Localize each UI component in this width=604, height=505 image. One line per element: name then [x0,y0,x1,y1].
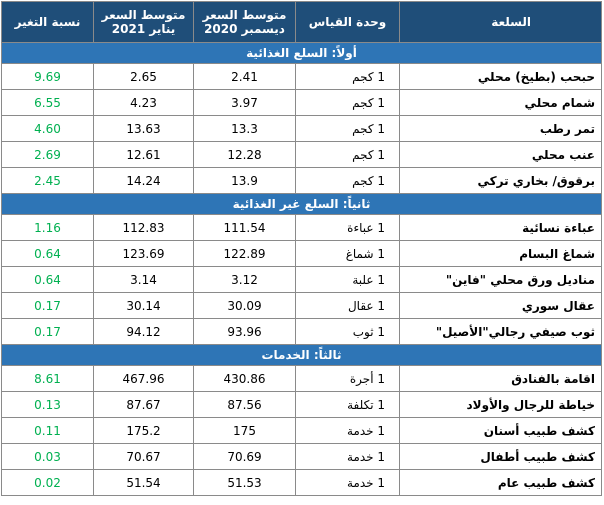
section-row [2,194,602,215]
unit-cell: 1 ثوب [296,319,400,345]
item-cell: خياطة للرجال والأولاد [400,392,602,418]
jan2021-cell: 94.12 [94,319,194,345]
header-item: السلعة [400,2,602,43]
jan2021-cell: 30.14 [94,293,194,319]
section-title: ثالثاً: الخدمات [2,345,602,366]
jan2021-cell: 13.63 [94,116,194,142]
unit-cell: 1 شماغ [296,241,400,267]
table-row [2,418,602,444]
change-cell: 2.45 [2,168,94,194]
header-change: نسبة التغير [2,2,94,43]
dec2020-cell: 93.96 [194,319,296,345]
change-cell: 0.02 [2,470,94,496]
unit-cell: 1 خدمة [296,418,400,444]
item-cell: تمر رطب [400,116,602,142]
jan2021-cell: 2.65 [94,64,194,90]
change-cell: 0.64 [2,241,94,267]
jan2021-cell: 70.67 [94,444,194,470]
dec2020-cell: 122.89 [194,241,296,267]
item-cell: كشف طبيب عام [400,470,602,496]
section-title: ثانياً: السلع غير الغذائية [2,194,602,215]
unit-cell: 1 كجم [296,142,400,168]
jan2021-cell: 175.2 [94,418,194,444]
header-jan2021: متوسط السعر يناير 2021 [94,2,194,43]
item-cell: شماغ البسام [400,241,602,267]
table-row [2,392,602,418]
dec2020-cell: 111.54 [194,215,296,241]
dec2020-cell: 87.56 [194,392,296,418]
dec2020-cell: 430.86 [194,366,296,392]
item-cell: كشف طبيب أسنان [400,418,602,444]
item-cell: عقال سوري [400,293,602,319]
item-cell: شمام محلي [400,90,602,116]
dec2020-cell: 3.12 [194,267,296,293]
table-row [2,215,602,241]
table-row [2,366,602,392]
item-cell: عباءة نسائية [400,215,602,241]
jan2021-cell: 12.61 [94,142,194,168]
table-row [2,168,602,194]
item-cell: كشف طبيب أطفال [400,444,602,470]
jan2021-cell: 112.83 [94,215,194,241]
dec2020-cell: 12.28 [194,142,296,168]
dec2020-cell: 3.97 [194,90,296,116]
unit-cell: 1 علبة [296,267,400,293]
table-row [2,116,602,142]
change-cell: 2.69 [2,142,94,168]
change-cell: 0.13 [2,392,94,418]
header-dec2020: متوسط السعر ديسمبر 2020 [194,2,296,43]
unit-cell: 1 أجرة [296,366,400,392]
change-cell: 0.17 [2,293,94,319]
dec2020-cell: 30.09 [194,293,296,319]
table-row [2,64,602,90]
unit-cell: 1 خدمة [296,444,400,470]
unit-cell: 1 خدمة [296,470,400,496]
jan2021-cell: 467.96 [94,366,194,392]
change-cell: 0.03 [2,444,94,470]
unit-cell: 1 تكلفة [296,392,400,418]
section-title: أولاً: السلع الغذائية [2,43,602,64]
dec2020-cell: 51.53 [194,470,296,496]
change-cell: 8.61 [2,366,94,392]
jan2021-cell: 87.67 [94,392,194,418]
unit-cell: 1 كجم [296,64,400,90]
change-cell: 0.11 [2,418,94,444]
change-cell: 9.69 [2,64,94,90]
table-body [2,43,602,496]
table-row [2,90,602,116]
jan2021-cell: 51.54 [94,470,194,496]
section-row [2,43,602,64]
jan2021-cell: 14.24 [94,168,194,194]
header-row [2,2,602,43]
header-unit: وحدة القياس [296,2,400,43]
item-cell: مناديل ورق محلي "فاين" [400,267,602,293]
jan2021-cell: 123.69 [94,241,194,267]
unit-cell: 1 عقال [296,293,400,319]
table-row [2,293,602,319]
item-cell: ثوب صيفي رجالي"الأصيل" [400,319,602,345]
price-change-table [1,1,602,496]
jan2021-cell: 4.23 [94,90,194,116]
item-cell: عنب محلي [400,142,602,168]
change-cell: 1.16 [2,215,94,241]
table-row [2,267,602,293]
dec2020-cell: 13.9 [194,168,296,194]
unit-cell: 1 عباءة [296,215,400,241]
table-row [2,241,602,267]
dec2020-cell: 70.69 [194,444,296,470]
unit-cell: 1 كجم [296,116,400,142]
dec2020-cell: 13.3 [194,116,296,142]
dec2020-cell: 175 [194,418,296,444]
unit-cell: 1 كجم [296,90,400,116]
section-row [2,345,602,366]
table-row [2,470,602,496]
table-row [2,444,602,470]
table-row [2,319,602,345]
dec2020-cell: 2.41 [194,64,296,90]
change-cell: 0.17 [2,319,94,345]
change-cell: 6.55 [2,90,94,116]
item-cell: حبحب (بطيخ) محلي [400,64,602,90]
change-cell: 0.64 [2,267,94,293]
jan2021-cell: 3.14 [94,267,194,293]
item-cell: اقامة بالفنادق [400,366,602,392]
item-cell: برقوق/ بخاري تركي [400,168,602,194]
table-row [2,142,602,168]
change-cell: 4.60 [2,116,94,142]
unit-cell: 1 كجم [296,168,400,194]
